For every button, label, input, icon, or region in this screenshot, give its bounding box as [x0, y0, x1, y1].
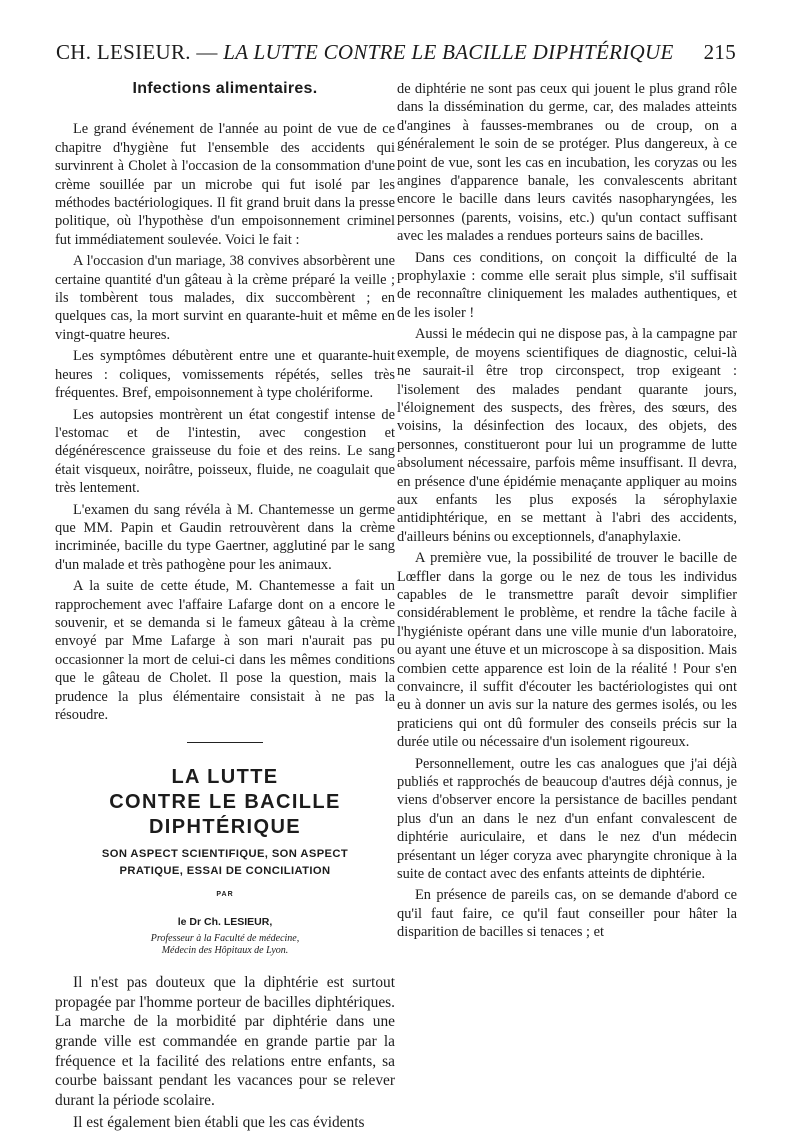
author-affiliation	[55, 933, 395, 957]
section-divider	[187, 742, 263, 743]
left-column	[55, 72, 395, 1136]
paragraph: A première vue, la possibilité de trouver le bacille de Lœffler dans la gorge ou le nez de tous les individus capables de le transmettre paraît devoir simplifier considérablement le problème, et rendre la tâche facile à l'hygiéniste opérant dans une ville munie d'un laboratoire, ou ayant une étuve et un microscope à sa disposition. Mais combien cette apparence est loin de la réalité ! Pour s'en convaincre, il suffit d'écouter les bactériologistes qui ont eu à donner un avis sur la nature des germes isolés, ou les praticiens qui ont dû formuler des conseils précis sur la durée utile ou nécessaire d'un isolement rigoureux.	[397, 550, 737, 751]
paragraph: Il n'est pas douteux que la diphtérie est surtout propagée par l'homme porteur de bacilles diphtériques. La marche de la morbidité par diphtérie dans une grande ville est commandée en grande partie par la fréquence et la facilité des relations entre enfants, sa courbe baissant pendant les vacances pour se relever durant la période scolaire.	[55, 974, 395, 1109]
paragraph: Personnellement, outre les cas analogues que j'ai déjà publiés et rapprochés de beaucoup d'autres déjà connus, je viens d'observer encore la persistance de bacilles pendant plus d'un an dans le nez d'un enfant convalescent de diphtérie auriculaire, et dans le nez d'un médecin présentant un léger coryza avec pharyngite chronique à la suite de contact avec des enfants atteints de diphtérie.	[397, 755, 737, 883]
header-dash: —	[190, 40, 224, 64]
paragraph: Il est également bien établi que les cas évidents	[73, 1114, 365, 1132]
header-title: LA LUTTE CONTRE LE BACILLE DIPHTÉRIQUE	[223, 40, 674, 64]
paragraph: Aussi le médecin qui ne dispose pas, à la campagne par exemple, de moyens scientifiques de diagnostic, celui-là ne saurait-il être trop circonspect, trop exigeant : l'isolement des malades pendant quarante jours, l'éloignement des suspects, des frères, des sœurs, des voisins, la désinfection des locaux, des objets, des personnes, constitueront pour lui un programme de lutte absolument nécessaire, parfois même insuffisant. Il devra, en présence d'une épidémie menaçante appliquer au moins aux enfants les plus exposés la sérophylaxie antidiphtérique, en se mettant à l'abri des accidents, d'ailleurs bénins ou exceptionnels, d'anaphylaxie.	[397, 326, 737, 545]
page-number: 215	[703, 40, 736, 64]
article-title-line: DIPHTÉRIQUE	[148, 816, 302, 839]
running-head	[56, 40, 736, 65]
byline-par: PAR	[216, 891, 234, 899]
article-title-line: CONTRE LE BACILLE	[109, 791, 341, 814]
article-subtitle	[55, 846, 395, 880]
paragraph: Les autopsies montrèrent un état congestif intense de l'estomac et de l'intestin, avec congestion et dégénérescence graisseuse du foie et des reins. Le sang était visqueux, noirâtre, poisseux, fluide, ne coagulait que très lentement.	[55, 406, 395, 497]
article-subtitle-line: PRATIQUE, ESSAI DE CONCILIATION	[119, 865, 331, 878]
paragraph: A l'occasion d'un mariage, 38 convives absorbèrent une certaine quantité d'un gâteau à la crème préparé la veille ; ils tombèrent tous malades, dix succombèrent ; en quelques cas, la mort survint en quarante-huit et même en vingt-quatre heures.	[55, 253, 395, 343]
paragraph: de diphtérie ne sont pas ceux qui jouent le plus grand rôle dans la dissémination du germe, car, des malades atteints d'angines à fausses-membranes ou de croup, on a généralement le soin de se protéger. Plus dangereux, à ce point de vue, sont les cas en incubation, les coryzas ou les angines d'apparence banale, les convalescents abritant encore le bacille dans leurs cavités nasopharyngées, les personnes (parents, voisins, etc.) qu'un contact suffisant avec les malades a rendues porteurs sains de bacilles.	[397, 81, 737, 245]
article-title-line: LA LUTTE	[171, 766, 279, 789]
paragraph: Les symptômes débutèrent entre une et quarante-huit heures : coliques, vomissements répétés, selles très fréquentes. Bref, empoisonnement à type cholériforme.	[55, 348, 395, 402]
paragraph: Dans ces conditions, on conçoit la difficulté de la prophylaxie : comme elle serait plus simple, s'il suffisait de reconnaître cliniquement les malades authentiques, et de les isoler !	[397, 249, 737, 321]
paragraph: En présence de pareils cas, on se demande d'abord ce qu'il faut faire, ce qu'il faut conseiller pour hâter la disparition de bacilles si tenaces ; et	[397, 887, 737, 941]
paragraph: Le grand événement de l'année au point de vue de ce chapitre d'hygiène fut l'ensemble des accidents qui survinrent à Cholet à l'occasion de la consommation d'une crème souillée par un microbe qui fut isolé par les méthodes bactériologiques. Il fit grand bruit dans la presse politique, où l'hypothèse d'un empoisonnement criminel fut immédiatement soulevée. Voici le fait :	[55, 121, 395, 248]
paragraph: A la suite de cette étude, M. Chantemesse a fait un rapprochement avec l'affaire Lafarge dont on a encore le souvenir, et se demanda si le fameux gâteau à la crème envoyé par Mme Lafarge à son mari n'aurait pas pu occasionner la mort de celui-ci dans les mêmes conditions que le gâteau de Cholet. Il pose la question, mais la prudence la plus élémentaire consistait à ne pas la résoudre.	[55, 578, 395, 723]
section-title: Infections alimentaires.	[132, 80, 318, 97]
article-subtitle-line: SON ASPECT SCIENTIFIQUE, SON ASPECT	[101, 848, 349, 861]
affiliation-line: Médecin des Hôpitaux de Lyon.	[161, 945, 289, 957]
article-title	[55, 765, 395, 840]
affiliation-line: Professeur à la Faculté de médecine,	[150, 933, 300, 945]
header-author: CH. LESIEUR.	[56, 40, 191, 64]
article-body	[55, 973, 395, 1133]
article-author: le Dr Ch. LESIEUR,	[177, 915, 273, 928]
right-column	[397, 80, 737, 945]
paragraph: L'examen du sang révéla à M. Chantemesse un germe que MM. Papin et Gaudin retrouvèrent dans la crème incriminée, bacille du type Gaertner, agglutiné par le sang d'un malade et très pathogène pour les animaux.	[55, 501, 395, 573]
